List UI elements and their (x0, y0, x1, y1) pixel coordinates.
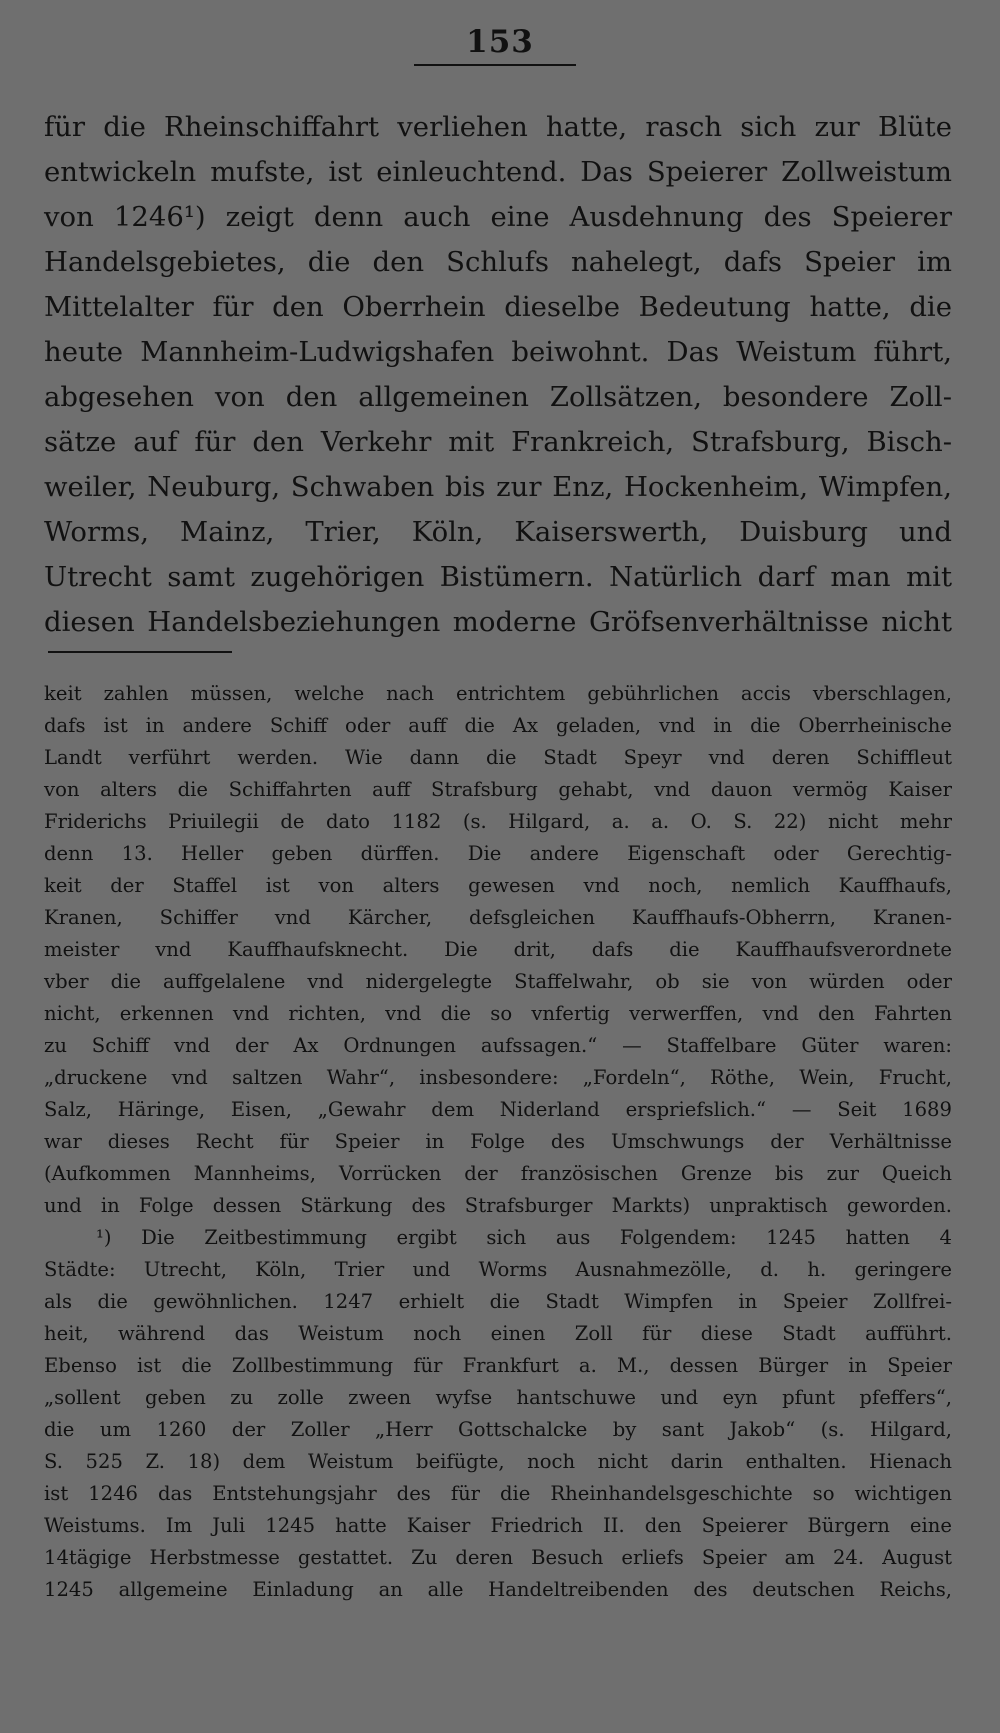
footnote-line: Städte: Utrecht, Köln, Trier und Worms Ausnahmezölle, d. h. geringere (44, 1258, 952, 1281)
footnote-line: als die gewöhnlichen. 1247 erhielt die Stadt Wimpfen in Speier Zollfrei- (44, 1290, 952, 1313)
footnote-line: war dieses Recht für Speier in Folge des Umschwungs der Verhältnisse (44, 1130, 952, 1153)
footnote-line: Friderichs Priuilegii de dato 1182 (s. Hilgard, a. a. O. S. 22) nicht mehr (44, 810, 952, 833)
footnote-line: dafs ist in andere Schiff oder auff die Ax geladen, vnd in die Oberrheinische (44, 714, 952, 737)
page-number-rule (414, 64, 576, 66)
main-text-line: entwickeln mufste, ist einleuchtend. Das Speierer Zollweistum (44, 156, 952, 188)
footnote-separator (48, 651, 232, 653)
footnote-line: 1245 allgemeine Einladung an alle Handeltreibenden des deutschen Reichs, (44, 1578, 952, 1601)
footnote-line: heit, während das Weistum noch einen Zoll für diese Stadt aufführt. (44, 1322, 952, 1345)
footnote-line: 14tägige Herbstmesse gestattet. Zu deren Besuch erliefs Speier am 24. August (44, 1546, 952, 1569)
footnote-line: nicht, erkennen vnd richten, vnd die so vnfertig verwerffen, vnd den Fahrten (44, 1002, 952, 1025)
footnote-line: Landt verführt werden. Wie dann die Stadt Speyr vnd deren Schiffleut (44, 746, 952, 769)
main-text-line: heute Mannheim-Ludwigshafen beiwohnt. Das Weistum führt, (44, 336, 952, 368)
main-text-line: diesen Handelsbeziehungen moderne Gröfsenverhältnisse nicht (44, 606, 952, 638)
main-text-line: von 1246¹) zeigt denn auch eine Ausdehnung des Speierer (44, 201, 952, 233)
footnote-line: meister vnd Kauffhaufsknecht. Die drit, dafs die Kauffhaufsverordnete (44, 938, 952, 961)
footnote-line: Weistums. Im Juli 1245 hatte Kaiser Friedrich II. den Speierer Bürgern eine (44, 1514, 952, 1537)
footnote-line: und in Folge dessen Stärkung des Strafsburger Markts) unpraktisch geworden. (44, 1194, 952, 1217)
main-text-line: Worms, Mainz, Trier, Köln, Kaiserswerth, Duisburg und (44, 516, 952, 548)
footnote-line: denn 13. Heller geben dürffen. Die andere Eigenschaft oder Gerechtig- (44, 842, 952, 865)
footnote-line: vber die auffgelalene vnd nidergelegte Staffelwahr, ob sie von würden oder (44, 970, 952, 993)
footnote-line: Salz, Häringe, Eisen, „Gewahr dem Niderland erspriefslich.“ — Seit 1689 (44, 1098, 952, 1121)
footnote-line: „sollent geben zu zolle zween wyfse hantschuwe und eyn pfunt pfeffers“, (44, 1386, 952, 1409)
main-text-line: Utrecht samt zugehörigen Bistümern. Natürlich darf man mit (44, 561, 952, 593)
footnote-line: die um 1260 der Zoller „Herr Gottschalcke by sant Jakob“ (s. Hilgard, (44, 1418, 952, 1441)
main-text-line: für die Rheinschiffahrt verliehen hatte, rasch sich zur Blüte (44, 111, 952, 143)
footnote-line: Kranen, Schiffer vnd Kärcher, defsgleichen Kauffhaufs-Obherrn, Kranen- (44, 906, 952, 929)
footnote-line: ¹) Die Zeitbestimmung ergibt sich aus Folgendem: 1245 hatten 4 (96, 1226, 952, 1249)
footnote-line: (Aufkommen Mannheims, Vorrücken der französischen Grenze bis zur Queich (44, 1162, 952, 1185)
page-number: 153 (466, 24, 534, 60)
main-text-line: Handelsgebietes, die den Schlufs nahelegt, dafs Speier im (44, 246, 952, 278)
footnote-line: Ebenso ist die Zollbestimmung für Frankfurt a. M., dessen Bürger in Speier (44, 1354, 952, 1377)
footnote-line: S. 525 Z. 18) dem Weistum beifügte, noch nicht darin enthalten. Hienach (44, 1450, 952, 1473)
footnote-line: keit zahlen müssen, welche nach entrichtem gebührlichen accis vberschlagen, (44, 682, 952, 705)
footnote-line: „druckene vnd saltzen Wahr“, insbesondere: „Fordeln“, Röthe, Wein, Frucht, (44, 1066, 952, 1089)
footnote-line: keit der Staffel ist von alters gewesen vnd noch, nemlich Kauffhaufs, (44, 874, 952, 897)
main-text-line: weiler, Neuburg, Schwaben bis zur Enz, Hockenheim, Wimpfen, (44, 471, 952, 503)
main-text-line: sätze auf für den Verkehr mit Frankreich, Strafsburg, Bisch- (44, 426, 952, 458)
footnote-line: von alters die Schiffahrten auff Strafsburg gehabt, vnd dauon vermög Kaiser (44, 778, 952, 801)
footnote-line: zu Schiff vnd der Ax Ordnungen aufssagen.“ — Staffelbare Güter waren: (44, 1034, 952, 1057)
main-text-line: abgesehen von den allgemeinen Zollsätzen, besondere Zoll- (44, 381, 952, 413)
footnote-line: ist 1246 das Entstehungsjahr des für die Rheinhandelsgeschichte so wichtigen (44, 1482, 952, 1505)
main-text-line: Mittelalter für den Oberrhein dieselbe Bedeutung hatte, die (44, 291, 952, 323)
